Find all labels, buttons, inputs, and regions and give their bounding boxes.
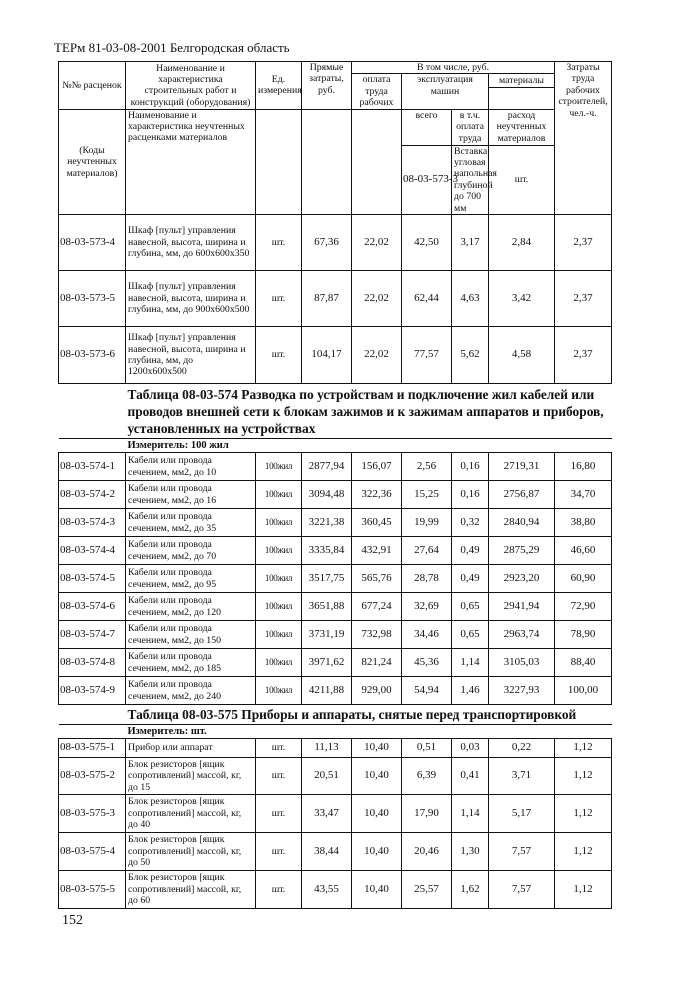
header-including: В том числе, руб. — [352, 62, 555, 74]
table-row — [59, 758, 612, 795]
machine-labor-pay: 0,16 — [452, 453, 489, 481]
labor-hours: 72,90 — [555, 593, 612, 621]
direct-costs: 3517,75 — [302, 565, 352, 593]
machine-costs: 2,56 — [402, 453, 452, 481]
unit: 100жил — [256, 537, 302, 565]
work-name: Шкаф [пульт] управления навесной, высота, ширина и глубина, мм, до 900х600х500 — [126, 271, 256, 327]
direct-costs: 20,51 — [302, 758, 352, 795]
rate-code: 08-03-573-6 — [59, 327, 126, 384]
machine-costs: 34,46 — [402, 621, 452, 649]
table-row — [59, 327, 612, 384]
machine-labor-pay: 0,32 — [452, 509, 489, 537]
rate-code: 08-03-573-3 — [402, 145, 452, 214]
machine-costs: 20,46 — [402, 833, 452, 871]
work-name: Блок резисторов [ящик сопротивлений] массой, кг, до 50 — [126, 833, 256, 871]
page-number: 152 — [62, 913, 83, 928]
table-row — [59, 537, 612, 565]
machine-labor-pay: 0,03 — [452, 739, 489, 758]
header-unit: Ед. измерения — [256, 62, 302, 110]
direct-costs: 3971,62 — [302, 649, 352, 677]
machine-labor-pay: 1,30 — [452, 833, 489, 871]
unit: шт. — [256, 871, 302, 909]
material-costs: 7,57 — [489, 833, 555, 871]
rate-code: 08-03-574-2 — [59, 481, 126, 509]
machine-labor-pay: 1,14 — [452, 649, 489, 677]
machine-labor-pay: 0,65 — [452, 621, 489, 649]
machine-costs: 42,50 — [402, 215, 452, 271]
material-costs: 7,57 — [489, 871, 555, 909]
rates-table — [58, 61, 612, 909]
direct-costs: 38,44 — [302, 833, 352, 871]
direct-costs: 67,36 — [302, 215, 352, 271]
material-costs: 2719,31 — [489, 453, 555, 481]
header-direct-costs: Прямые затраты, руб. — [302, 62, 352, 110]
work-name: Прибор или аппарат — [126, 739, 256, 758]
work-name: Шкаф [пульт] управления навесной, высота, ширина и глубина, мм, до 1200х600х500 — [126, 327, 256, 384]
machine-labor-pay: 0,49 — [452, 565, 489, 593]
unit: шт. — [256, 271, 302, 327]
material-costs: 2875,29 — [489, 537, 555, 565]
labor-hours: 38,80 — [555, 509, 612, 537]
labor-pay: 10,40 — [352, 871, 402, 909]
work-name: Вставка угловая напольная глубиной до 700 мм — [452, 145, 489, 214]
direct-costs: 87,87 — [302, 271, 352, 327]
unit: 100жил — [256, 453, 302, 481]
rate-code: 08-03-574-5 — [59, 565, 126, 593]
unit: шт. — [489, 145, 555, 214]
table-row — [59, 593, 612, 621]
material-costs: 2941,94 — [489, 593, 555, 621]
rate-code: 08-03-574-9 — [59, 677, 126, 705]
machine-costs: 19,99 — [402, 509, 452, 537]
measure-unit: Измеритель: 100 жил — [126, 439, 612, 453]
labor-pay: 10,40 — [352, 739, 402, 758]
machine-costs: 54,94 — [402, 677, 452, 705]
machine-labor-pay: 1,46 — [452, 677, 489, 705]
machine-labor-pay: 0,65 — [452, 593, 489, 621]
rate-code: 08-03-575-3 — [59, 795, 126, 833]
table-row — [59, 621, 612, 649]
labor-hours: 1,12 — [555, 739, 612, 758]
machine-labor-pay: 0,41 — [452, 758, 489, 795]
labor-hours: 16,80 — [555, 453, 612, 481]
header-work-name: Наименование и характеристика строительных работ и конструкций (оборудования) — [126, 62, 256, 110]
work-name: Кабели или провода сечением, мм2, до 150 — [126, 621, 256, 649]
labor-hours: 2,37 — [555, 215, 612, 271]
work-name: Кабели или провода сечением, мм2, до 35 — [126, 509, 256, 537]
labor-pay: 10,40 — [352, 758, 402, 795]
labor-pay: 360,45 — [352, 509, 402, 537]
measure-unit: Измеритель: шт. — [126, 725, 612, 739]
labor-hours: 60,90 — [555, 565, 612, 593]
table-title: Таблица 08-03-575 Приборы и аппараты, снятые перед транспортировкой — [126, 705, 612, 725]
material-costs: 2756,87 — [489, 481, 555, 509]
unit: шт. — [256, 215, 302, 271]
unit: 100жил — [256, 565, 302, 593]
labor-pay: 821,24 — [352, 649, 402, 677]
rate-code: 08-03-575-4 — [59, 833, 126, 871]
machine-costs: 45,36 — [402, 649, 452, 677]
work-name: Кабели или провода сечением, мм2, до 185 — [126, 649, 256, 677]
table-row — [59, 481, 612, 509]
table-row — [59, 649, 612, 677]
labor-pay: 10,40 — [352, 833, 402, 871]
unit: шт. — [256, 833, 302, 871]
machine-labor-pay: 0,16 — [452, 481, 489, 509]
work-name: Кабели или провода сечением, мм2, до 70 — [126, 537, 256, 565]
header-labor-pay: оплата труда рабочих — [352, 74, 402, 109]
unit: 100жил — [256, 509, 302, 537]
labor-hours: 2,37 — [555, 327, 612, 384]
labor-hours: 1,12 — [555, 758, 612, 795]
table-row — [59, 271, 612, 327]
direct-costs: 33,47 — [302, 795, 352, 833]
unit: шт. — [256, 758, 302, 795]
material-costs: 2840,94 — [489, 509, 555, 537]
machine-labor-pay: 5,62 — [452, 327, 489, 384]
unit: 100жил — [256, 481, 302, 509]
header-machines: эксплуатация машин — [402, 74, 489, 109]
table-row — [59, 215, 612, 271]
header-materials-name: Наименование и характеристика неучтенных расценками материалов — [126, 109, 256, 214]
work-name: Кабели или провода сечением, мм2, до 16 — [126, 481, 256, 509]
rate-code: 08-03-574-6 — [59, 593, 126, 621]
labor-pay: 22,02 — [352, 271, 402, 327]
labor-pay: 322,36 — [352, 481, 402, 509]
work-name: Блок резисторов [ящик сопротивлений] массой, кг, до 60 — [126, 871, 256, 909]
machine-labor-pay: 0,49 — [452, 537, 489, 565]
header-rate-number: №№ расценок — [59, 62, 126, 110]
labor-hours: 88,40 — [555, 649, 612, 677]
material-costs: 4,58 — [489, 327, 555, 384]
work-name: Кабели или провода сечением, мм2, до 95 — [126, 565, 256, 593]
machine-costs: 17,90 — [402, 795, 452, 833]
direct-costs: 11,13 — [302, 739, 352, 758]
labor-pay: 22,02 — [352, 327, 402, 384]
labor-pay: 22,02 — [352, 215, 402, 271]
direct-costs: 3221,38 — [302, 509, 352, 537]
unit: шт. — [256, 795, 302, 833]
work-name: Шкаф [пульт] управления навесной, высота, ширина и глубина, мм, до 600х600х350 — [126, 215, 256, 271]
machine-costs: 28,78 — [402, 565, 452, 593]
direct-costs: 4211,88 — [302, 677, 352, 705]
direct-costs: 3094,48 — [302, 481, 352, 509]
work-name: Блок резисторов [ящик сопротивлений] массой, кг, до 40 — [126, 795, 256, 833]
unit: 100жил — [256, 593, 302, 621]
labor-hours: 1,12 — [555, 833, 612, 871]
machine-labor-pay: 1,14 — [452, 795, 489, 833]
machine-labor-pay: 1,62 — [452, 871, 489, 909]
machine-costs: 77,57 — [402, 327, 452, 384]
machine-labor-pay: 4,63 — [452, 271, 489, 327]
rate-code: 08-03-573-4 — [59, 215, 126, 271]
labor-hours: 34,70 — [555, 481, 612, 509]
work-name: Кабели или провода сечением, мм2, до 10 — [126, 453, 256, 481]
material-costs: 3227,93 — [489, 677, 555, 705]
labor-pay: 677,24 — [352, 593, 402, 621]
labor-hours: 78,90 — [555, 621, 612, 649]
material-costs: 3,42 — [489, 271, 555, 327]
rate-code: 08-03-574-8 — [59, 649, 126, 677]
table-row — [59, 833, 612, 871]
rate-code: 08-03-575-1 — [59, 739, 126, 758]
table-row — [59, 795, 612, 833]
rate-code: 08-03-575-2 — [59, 758, 126, 795]
direct-costs: 43,55 — [302, 871, 352, 909]
work-name: Кабели или провода сечением, мм2, до 120 — [126, 593, 256, 621]
machine-costs: 25,57 — [402, 871, 452, 909]
table-row — [59, 453, 612, 481]
labor-hours: 46,60 — [555, 537, 612, 565]
direct-costs: 104,17 — [302, 327, 352, 384]
machine-costs: 15,25 — [402, 481, 452, 509]
unit: 100жил — [256, 677, 302, 705]
table-row — [59, 565, 612, 593]
table-row — [59, 871, 612, 909]
direct-costs: 3335,84 — [302, 537, 352, 565]
work-name: Кабели или провода сечением, мм2, до 240 — [126, 677, 256, 705]
machine-costs: 32,69 — [402, 593, 452, 621]
header-labor-costs: Затраты труда рабочих строителей, чел.-ч. — [555, 62, 612, 215]
header-codes: (Коды неучтенных материалов) — [59, 109, 126, 214]
machine-costs: 6,39 — [402, 758, 452, 795]
rate-code: 08-03-574-7 — [59, 621, 126, 649]
unit: 100жил — [256, 649, 302, 677]
material-costs: 2963,74 — [489, 621, 555, 649]
header-total: всего — [402, 109, 452, 145]
labor-pay: 432,91 — [352, 537, 402, 565]
labor-pay: 732,98 — [352, 621, 402, 649]
machine-costs: 0,51 — [402, 739, 452, 758]
labor-pay: 565,76 — [352, 565, 402, 593]
material-costs: 2,84 — [489, 215, 555, 271]
table-title: Таблица 08-03-574 Разводка по устройствам и подключение жил кабелей или проводов внешней сети к блокам зажимов и к зажимам аппаратов и приборов, установленных на устройствах — [126, 384, 612, 439]
rate-code: 08-03-573-5 — [59, 271, 126, 327]
table-row — [59, 509, 612, 537]
labor-hours: 100,00 — [555, 677, 612, 705]
rate-code: 08-03-574-1 — [59, 453, 126, 481]
unit: шт. — [256, 739, 302, 758]
rate-code: 08-03-575-5 — [59, 871, 126, 909]
material-costs: 3,71 — [489, 758, 555, 795]
labor-hours: 1,12 — [555, 795, 612, 833]
material-costs: 0,22 — [489, 739, 555, 758]
running-head: ТЕРм 81-03-08-2001 Белгородская область — [54, 40, 290, 55]
header-materials: материалы — [489, 74, 555, 87]
work-name: Блок резисторов [ящик сопротивлений] массой, кг, до 15 — [126, 758, 256, 795]
table-row — [59, 739, 612, 758]
direct-costs: 2877,94 — [302, 453, 352, 481]
direct-costs: 3731,19 — [302, 621, 352, 649]
rate-code: 08-03-574-4 — [59, 537, 126, 565]
machine-costs: 27,64 — [402, 537, 452, 565]
machine-labor-pay: 3,17 — [452, 215, 489, 271]
unit: 100жил — [256, 621, 302, 649]
unit: шт. — [256, 327, 302, 384]
labor-hours: 2,37 — [555, 271, 612, 327]
table-row — [59, 677, 612, 705]
labor-pay: 929,00 — [352, 677, 402, 705]
header-incl-pay: в т.ч. оплата труда — [452, 109, 489, 145]
labor-hours: 1,12 — [555, 871, 612, 909]
labor-pay: 10,40 — [352, 795, 402, 833]
header-material-use: расход неучтенных материалов — [489, 109, 555, 145]
material-costs: 5,17 — [489, 795, 555, 833]
rate-code: 08-03-574-3 — [59, 509, 126, 537]
labor-pay: 156,07 — [352, 453, 402, 481]
machine-costs: 62,44 — [402, 271, 452, 327]
direct-costs: 3651,88 — [302, 593, 352, 621]
material-costs: 2923,20 — [489, 565, 555, 593]
material-costs: 3105,03 — [489, 649, 555, 677]
